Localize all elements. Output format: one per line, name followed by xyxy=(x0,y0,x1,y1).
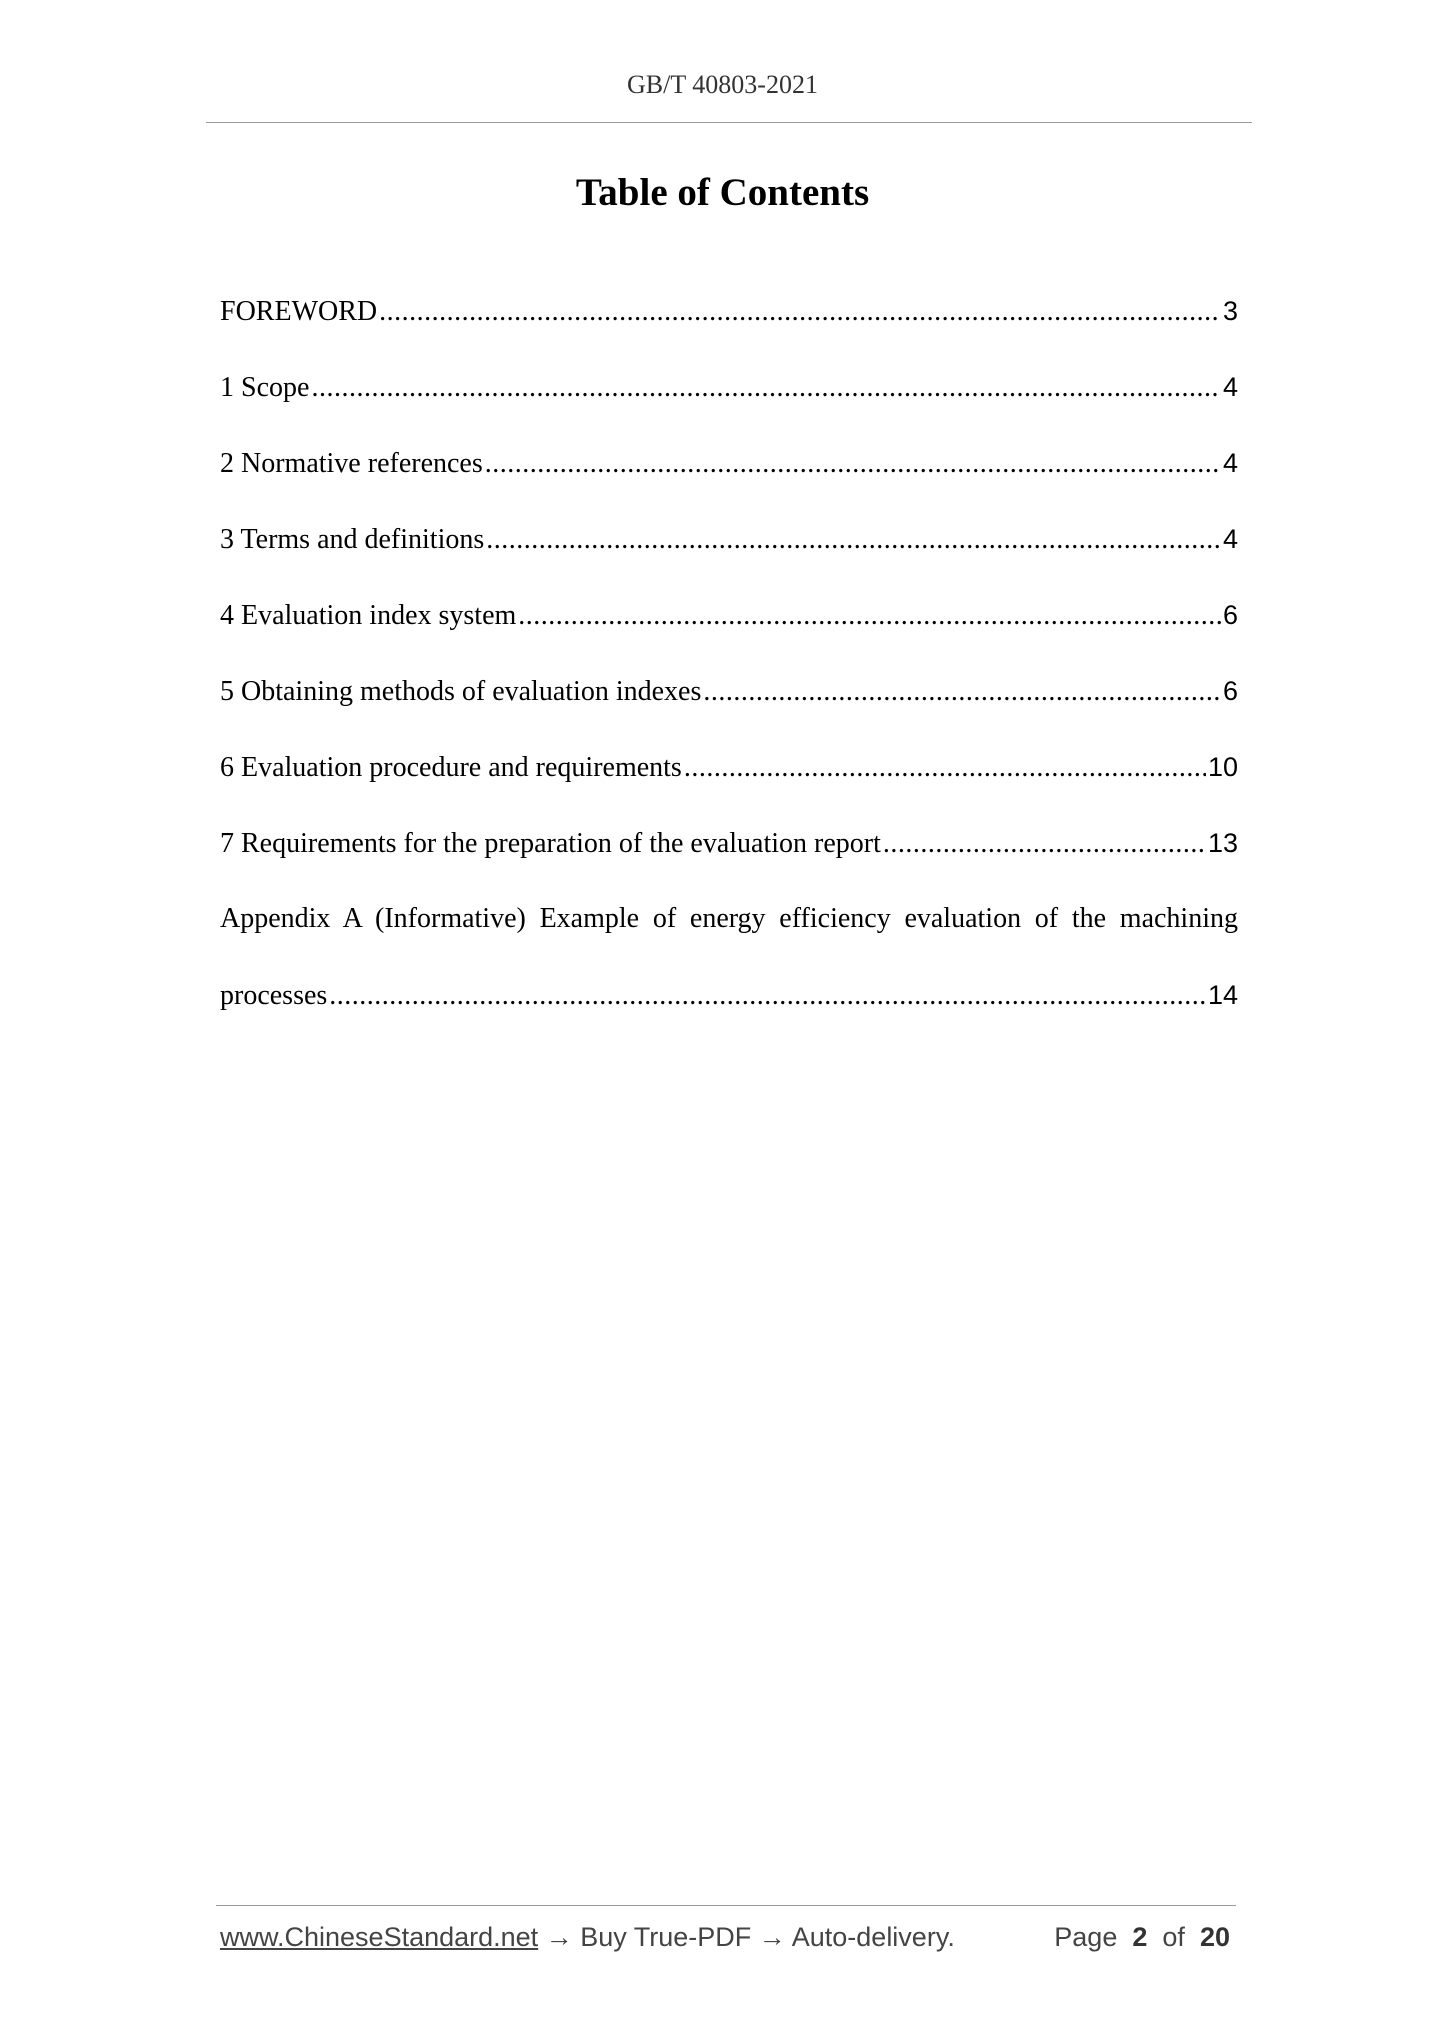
toc-entry-terms-definitions[interactable] xyxy=(220,514,1238,590)
toc-entry-page: 10 xyxy=(1207,752,1238,782)
toc-entry-label: 6 Evaluation procedure and requirements xyxy=(220,752,682,783)
toc-entry-normative-references[interactable] xyxy=(220,438,1238,514)
toc-entry-label: 7 Requirements for the preparation of the evaluation report xyxy=(220,828,881,859)
dot-leader xyxy=(518,591,1221,641)
table-of-contents xyxy=(220,286,1238,1046)
document-code-header: GB/T 40803-2021 xyxy=(627,70,818,99)
page-counter xyxy=(1054,1922,1230,1953)
dot-leader xyxy=(703,667,1221,717)
of-word: of xyxy=(1162,1922,1185,1952)
toc-entry-page: 14 xyxy=(1207,980,1238,1010)
toc-entry-appendix-a-line1[interactable] xyxy=(220,894,1238,970)
footer-divider xyxy=(216,1905,1236,1906)
toc-entry-appendix-a-line2[interactable] xyxy=(220,970,1238,1046)
website-link[interactable]: www.ChineseStandard.net xyxy=(220,1922,539,1952)
toc-entry-evaluation-index-system[interactable] xyxy=(220,590,1238,666)
dot-leader xyxy=(883,819,1206,869)
current-page-number: 2 xyxy=(1132,1922,1148,1952)
toc-entry-label: 2 Normative references xyxy=(220,448,483,479)
toc-entry-page: 4 xyxy=(1222,448,1238,478)
toc-entry-scope[interactable] xyxy=(220,362,1238,438)
dot-leader xyxy=(486,515,1221,565)
page-word: Page xyxy=(1054,1922,1118,1952)
dot-leader xyxy=(311,363,1221,413)
toc-entry-page: 6 xyxy=(1222,676,1238,706)
toc-entry-label: 5 Obtaining methods of evaluation indexes xyxy=(220,676,702,707)
toc-entry-evaluation-procedure[interactable] xyxy=(220,742,1238,818)
dot-leader xyxy=(379,287,1221,337)
total-page-count: 20 xyxy=(1199,1922,1230,1952)
toc-entry-page: 4 xyxy=(1222,524,1238,554)
toc-entry-label: processes xyxy=(220,980,328,1011)
toc-entry-label: 4 Evaluation index system xyxy=(220,600,517,631)
toc-entry-foreword[interactable] xyxy=(220,286,1238,362)
page-footer xyxy=(220,1922,1230,1962)
dot-leader xyxy=(485,439,1221,489)
footer-promo xyxy=(220,1922,955,1953)
footer-tagline: → Buy True-PDF → Auto-delivery. xyxy=(538,1922,955,1952)
toc-entry-obtaining-methods[interactable] xyxy=(220,666,1238,742)
dot-leader xyxy=(329,971,1206,1021)
toc-entry-label: FOREWORD xyxy=(220,296,378,327)
toc-entry-page: 13 xyxy=(1207,828,1238,858)
toc-entry-label: 3 Terms and definitions xyxy=(220,524,485,555)
header-divider xyxy=(206,122,1252,123)
toc-entry-report-requirements[interactable] xyxy=(220,818,1238,894)
toc-entry-page: 4 xyxy=(1222,372,1238,402)
toc-entry-label: Appendix A (Informative) Example of energy efficiency evaluation of the machining xyxy=(220,903,1238,934)
page-title: Table of Contents xyxy=(575,171,870,214)
dot-leader xyxy=(684,743,1206,793)
toc-entry-page: 6 xyxy=(1222,600,1238,630)
toc-entry-page: 3 xyxy=(1222,296,1238,326)
toc-entry-label: 1 Scope xyxy=(220,372,310,403)
